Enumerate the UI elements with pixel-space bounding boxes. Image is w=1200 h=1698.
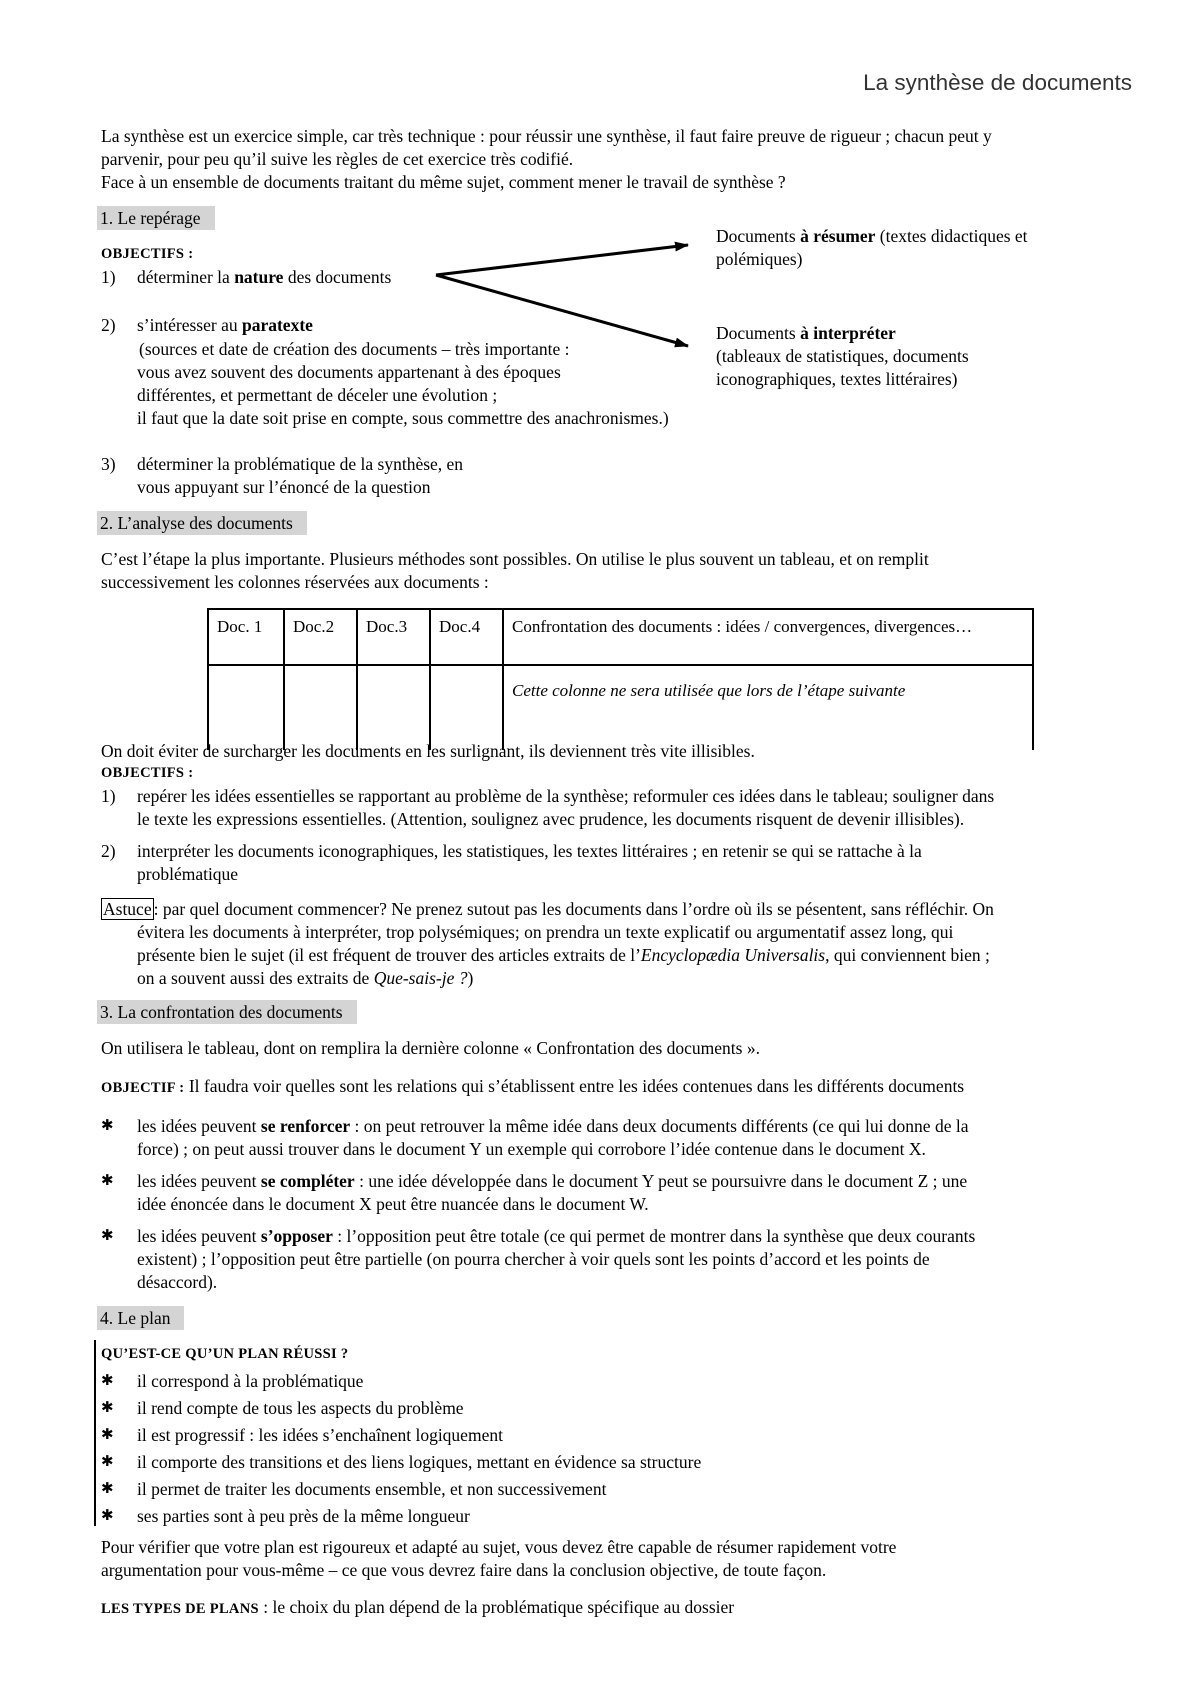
left-rule	[94, 1340, 96, 1526]
documents-a-resumer-cont: polémiques)	[716, 249, 803, 269]
bullet-icon: ✱	[101, 1118, 114, 1134]
plan-criterion: ses parties sont à peu près de la même longueur	[137, 1506, 470, 1526]
astuce-line-1: Astuce : par quel document commencer? Ne prenez sutout pas les documents dans l’ordre où ils se pésentent, sans réfléchir. On	[103, 899, 994, 919]
section-heading-reperage: 1. Le repérage	[97, 206, 215, 230]
table-header-cell: Doc. 1	[208, 609, 284, 665]
bullet-icon: ✱	[101, 1173, 114, 1189]
table-cell	[357, 665, 430, 750]
bullet-icon: ✱	[101, 1508, 114, 1524]
section-heading-analyse: 2. L’analyse des documents	[97, 511, 307, 535]
objectifs-label-1: OBJECTIFS :	[101, 246, 194, 262]
section-heading-confrontation: 3. La confrontation des documents	[97, 1000, 357, 1024]
list-number: 1)	[101, 267, 116, 287]
table-cell	[430, 665, 503, 750]
relation-completer-cont: idée énoncée dans le document X peut être nuancée dans le document W.	[137, 1194, 649, 1214]
bullet-icon: ✱	[101, 1228, 114, 1244]
plan-criterion: il est progressif : les idées s’enchaînent logiquement	[137, 1425, 503, 1445]
intro-line-3: Face à un ensemble de documents traitant du même sujet, comment mener le travail de synthèse ?	[101, 172, 786, 192]
table-header-cell: Doc.2	[284, 609, 357, 665]
bullet-icon: ✱	[101, 1481, 114, 1497]
confrontation-paragraph: On utilisera le tableau, dont on remplira la dernière colonne « Confrontation des documents ».	[101, 1038, 760, 1058]
bullet-icon: ✱	[101, 1400, 114, 1416]
documents-a-interpreter-detail-1: (tableaux de statistiques, documents	[716, 346, 969, 366]
relation-renforcer: les idées peuvent se renforcer : on peut retrouver la même idée dans deux documents différents (ce qui lui donne de la	[137, 1116, 969, 1136]
documents-a-resumer: Documents à résumer (textes didactiques et	[716, 226, 1028, 246]
bullet-icon: ✱	[101, 1373, 114, 1389]
documents-a-interpreter: Documents à interpréter	[716, 323, 896, 343]
paratexte-detail-4: il faut que la date soit prise en compte, sous commettre des anachronismes.)	[137, 408, 669, 428]
confrontation-objectif: OBJECTIF : Il faudra voir quelles sont les relations qui s’établissent entre les idées contenues dans les différents documents	[101, 1076, 965, 1096]
objectif-reperer: repérer les idées essentielles se rapportant au problème de la synthèse; reformuler ces idées dans le tableau; souligner dans	[137, 786, 995, 806]
relation-opposer: les idées peuvent s’opposer : l’opposition peut être totale (ce qui permet de montrer dans la synthèse que deux courants	[137, 1226, 976, 1246]
table-cell	[284, 665, 357, 750]
table-header-cell: Confrontation des documents : idées / convergences, divergences…	[503, 609, 1033, 665]
bullet-icon: ✱	[101, 1454, 114, 1470]
list-number: 2)	[101, 841, 116, 861]
astuce-line-4: on a souvent aussi des extraits de Que-sais-je ?)	[137, 968, 474, 988]
arrow-to-interpreter	[436, 275, 688, 346]
plan-criterion: il permet de traiter les documents ensemble, et non successivement	[137, 1479, 607, 1499]
table-cell-note: Cette colonne ne sera utilisée que lors de l’étape suivante	[503, 665, 1033, 750]
plan-question: QU’EST-CE QU’UN PLAN RÉUSSI ?	[101, 1346, 349, 1362]
relation-renforcer-cont: force) ; on peut aussi trouver dans le document Y un exemple qui corrobore l’idée contenue dans le document X.	[137, 1139, 926, 1159]
objectif-reperer-cont: le texte les expressions essentielles. (Attention, soulignez avec prudence, les documents risquent de devenir illisibles).	[137, 809, 965, 829]
analyse-paragraph-1: C’est l’étape la plus importante. Plusieurs méthodes sont possibles. On utilise le plus souvent un tableau, et on remplit	[101, 549, 929, 569]
table-row	[208, 665, 1033, 750]
documents-a-interpreter-detail-2: iconographiques, textes littéraires)	[716, 369, 958, 389]
table-cell	[208, 665, 284, 750]
relation-completer: les idées peuvent se compléter : une idée développée dans le document Y peut se poursuivre dans le document Z ; une	[137, 1171, 968, 1191]
astuce-line-3: présente bien le sujet (il est fréquent de trouver des articles extraits de l’Encyclopædia Universalis, qui conviennent bien ;	[137, 945, 990, 965]
list-item-nature: déterminer la nature des documents	[137, 267, 392, 287]
analyse-paragraph-2: successivement les colonnes réservées aux documents :	[101, 572, 489, 592]
plan-paragraph-2: argumentation pour vous-même – ce que vous devrez faire dans la conclusion objective, de toute façon.	[101, 1560, 827, 1580]
intro-line-2: parvenir, pour peu qu’il suive les règles de cet exercice très codifié.	[101, 149, 574, 169]
paratexte-detail-3: différentes, et permettant de déceler une évolution ;	[137, 385, 498, 405]
paratexte-detail-2: vous avez souvent des documents appartenant à des époques	[137, 362, 561, 382]
document-title: La synthèse de documents	[863, 70, 1132, 95]
objectifs-label-2: OBJECTIFS :	[101, 765, 194, 781]
list-item-problematique: déterminer la problématique de la synthèse, en	[137, 454, 464, 474]
astuce-label: Astuce	[103, 899, 152, 919]
list-item-problematique-cont: vous appuyant sur l’énoncé de la question	[137, 477, 431, 497]
paratexte-detail-1: (sources et date de création des documents – très importante :	[139, 339, 570, 359]
section-heading-plan: 4. Le plan	[97, 1306, 184, 1330]
astuce-line-2: évitera les documents à interpréter, trop polysémiques; on prendra un texte explicatif ou argumentatif assez long, qui	[137, 922, 954, 942]
arrow-to-resumer	[436, 245, 688, 275]
plan-paragraph-1: Pour vérifier que votre plan est rigoureux et adapté au sujet, vous devez être capable de résumer rapidement votre	[101, 1537, 897, 1557]
relation-opposer-cont-2: désaccord).	[137, 1272, 218, 1292]
objectif-interpreter-cont: problématique	[137, 864, 239, 884]
plan-types: LES TYPES DE PLANS : le choix du plan dépend de la problématique spécifique au dossier	[101, 1597, 735, 1617]
list-number: 3)	[101, 454, 116, 474]
table-header-cell: Doc.4	[430, 609, 503, 665]
intro-line-1: La synthèse est un exercice simple, car très technique : pour réussir une synthèse, il faut faire preuve de rigueur ; chacun peut y	[101, 126, 992, 146]
bullet-icon: ✱	[101, 1427, 114, 1443]
plan-criterion: il comporte des transitions et des liens logiques, mettant en évidence sa structure	[137, 1452, 702, 1472]
list-number: 1)	[101, 786, 116, 806]
relation-opposer-cont-1: existent) ; l’opposition peut être partielle (on pourra chercher à voir quels sont les points d’accord et les points de	[137, 1249, 930, 1269]
objectif-interpreter: interpréter les documents iconographiques, les statistiques, les textes littéraires ; en retenir se qui se rattache à la	[137, 841, 922, 861]
list-number: 2)	[101, 315, 116, 335]
analyse-warning: On doit éviter de surcharger les documents en les surlignant, ils deviennent très vite illisibles.	[101, 741, 755, 761]
list-item-paratexte: s’intéresser au paratexte	[137, 315, 313, 335]
table-header-row	[208, 609, 1033, 665]
analysis-table	[207, 608, 1034, 750]
plan-criterion: il correspond à la problématique	[137, 1371, 364, 1391]
plan-criterion: il rend compte de tous les aspects du problème	[137, 1398, 464, 1418]
table-header-cell: Doc.3	[357, 609, 430, 665]
